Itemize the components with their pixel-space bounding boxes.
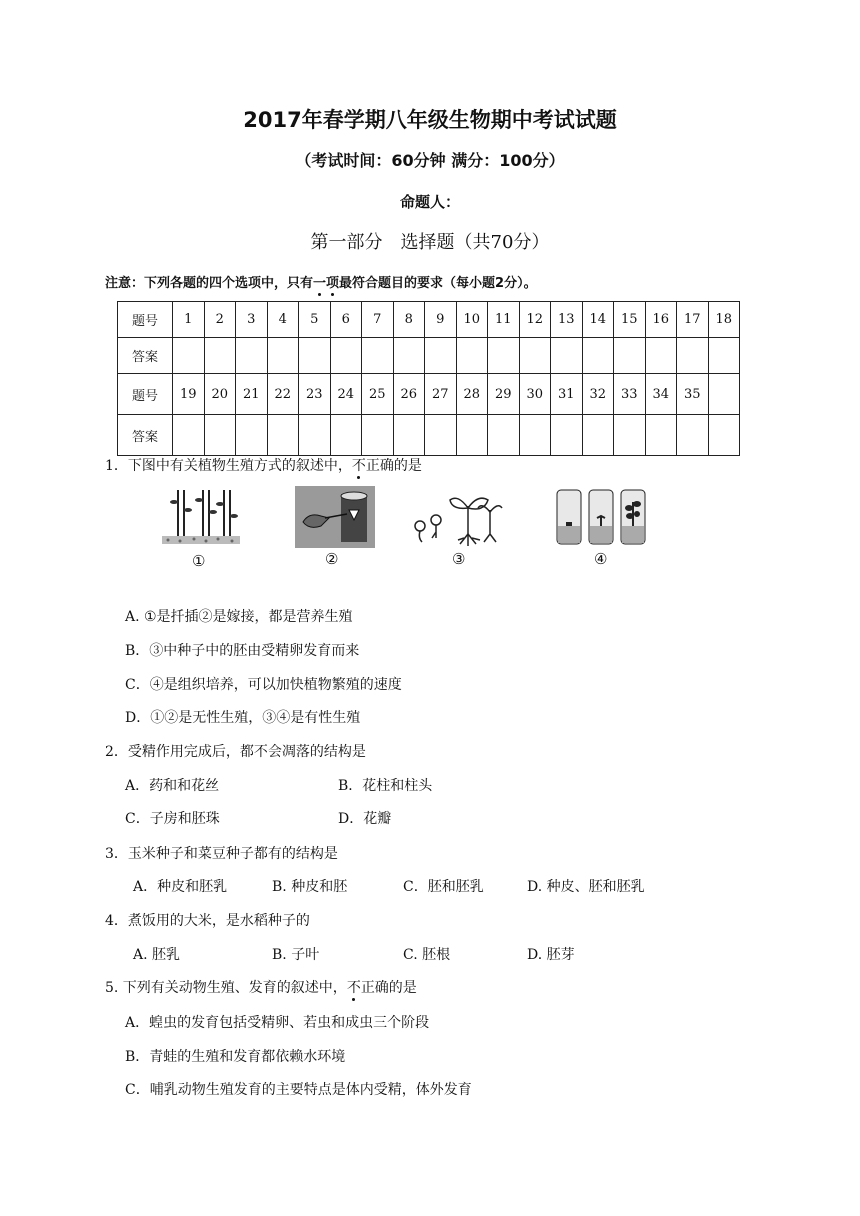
answer-cell[interactable]: [330, 415, 362, 456]
notice-emphasis-2: 项: [326, 276, 340, 291]
answer-cell[interactable]: [488, 415, 520, 456]
number-cell: 32: [582, 374, 614, 415]
number-cell: 2: [204, 302, 236, 338]
question-3-stem: 3．玉米种子和菜豆种子都有的结构是: [105, 846, 338, 862]
number-cell: 7: [362, 302, 394, 338]
exam-subtitle: （考试时间：60分钟 满分：100分）: [295, 151, 565, 170]
answer-cell[interactable]: [393, 415, 425, 456]
answer-cell[interactable]: [204, 415, 236, 456]
number-cell: 29: [488, 374, 520, 415]
number-cell: 6: [330, 302, 362, 338]
answer-cell[interactable]: [362, 415, 394, 456]
number-cell: [708, 374, 740, 415]
row-label-number: 题号: [118, 302, 173, 338]
q2-option-b[interactable]: B．花柱和柱头: [338, 778, 433, 794]
row-label-number: 题号: [118, 374, 173, 415]
answer-cell[interactable]: [299, 415, 331, 456]
number-cell: 20: [204, 374, 236, 415]
q3-option-a[interactable]: A．种皮和胚乳: [133, 879, 228, 895]
table-row-numbers-2: [118, 374, 740, 415]
number-cell: 27: [425, 374, 457, 415]
q1-stem-before: 1．下图中有关植物生殖方式的叙述中，: [105, 458, 352, 474]
number-cell: 34: [645, 374, 677, 415]
notice-before: 注意：下列各题的四个选项中，只有: [105, 276, 314, 291]
q4-option-d[interactable]: D. 胚芽: [527, 947, 575, 963]
number-cell: 4: [267, 302, 299, 338]
answer-cell[interactable]: [519, 415, 551, 456]
question-1-stem: [105, 455, 422, 475]
notice-text: [105, 272, 537, 291]
answer-cell[interactable]: [330, 338, 362, 374]
q2-option-c[interactable]: C．子房和胚珠: [125, 811, 220, 827]
answer-cell[interactable]: [425, 338, 457, 374]
table-row-answers-2: [118, 415, 740, 456]
germination-figure-icon: [408, 486, 504, 548]
q3-option-c[interactable]: C．胚和胚乳: [403, 879, 484, 895]
answer-cell[interactable]: [677, 415, 709, 456]
answer-cell[interactable]: [267, 415, 299, 456]
question-5-stem: [105, 977, 417, 997]
number-cell: 25: [362, 374, 394, 415]
number-cell: 24: [330, 374, 362, 415]
tissue-culture-figure-icon: [553, 486, 649, 548]
q5-option-c[interactable]: C．哺乳动物生殖发育的主要特点是体内受精，体外发育: [125, 1082, 472, 1098]
number-cell: 8: [393, 302, 425, 338]
q5-stem-after: 正确的是: [360, 980, 417, 996]
number-cell: 30: [519, 374, 551, 415]
q5-emphasis: 不: [346, 980, 361, 996]
notice-emphasis-1: 一: [313, 276, 327, 291]
answer-cell[interactable]: [614, 415, 646, 456]
q1-figures: [160, 486, 620, 570]
answer-table: [117, 301, 740, 456]
answer-cell[interactable]: [677, 338, 709, 374]
figure-label-3: ③: [452, 550, 466, 568]
grafting-figure-icon: [295, 486, 375, 548]
number-cell: 35: [677, 374, 709, 415]
figure-label-1: ①: [192, 552, 206, 570]
table-row-answers-1: [118, 338, 740, 374]
q1-option-d[interactable]: D．①②是无性生殖，③④是有性生殖: [125, 710, 361, 726]
number-cell: 26: [393, 374, 425, 415]
number-cell: 11: [488, 302, 520, 338]
answer-cell[interactable]: [551, 415, 583, 456]
number-cell: 21: [236, 374, 268, 415]
answer-cell[interactable]: [614, 338, 646, 374]
number-cell: 16: [645, 302, 677, 338]
figure-label-4: ④: [594, 550, 608, 568]
row-label-answer: 答案: [118, 338, 173, 374]
answer-cell[interactable]: [645, 415, 677, 456]
figure-label-2: ②: [325, 550, 339, 568]
row-label-answer: 答案: [118, 415, 173, 456]
q1-option-b[interactable]: B．③中种子中的胚由受精卵发育而来: [125, 643, 360, 659]
answer-cell[interactable]: [708, 415, 740, 456]
number-cell: 18: [708, 302, 740, 338]
answer-cell[interactable]: [425, 415, 457, 456]
notice-after: 最符合题目的要求（每小题2分）。: [339, 276, 537, 291]
q4-option-c[interactable]: C. 胚根: [403, 947, 451, 963]
table-row-numbers-1: [118, 302, 740, 338]
question-2-stem: 2．受精作用完成后，都不会凋落的结构是: [105, 744, 366, 760]
number-cell: 5: [299, 302, 331, 338]
q5-option-a[interactable]: A．蝗虫的发育包括受精卵、若虫和成虫三个阶段: [125, 1015, 430, 1031]
number-cell: 13: [551, 302, 583, 338]
q1-option-c[interactable]: C．④是组织培养，可以加快植物繁殖的速度: [125, 677, 402, 693]
answer-cell[interactable]: [519, 338, 551, 374]
answer-cell[interactable]: [204, 338, 236, 374]
answer-cell[interactable]: [708, 338, 740, 374]
answer-cell[interactable]: [236, 415, 268, 456]
number-cell: 22: [267, 374, 299, 415]
answer-cell[interactable]: [456, 415, 488, 456]
q2-option-a[interactable]: A．药和和花丝: [125, 778, 220, 794]
q1-emphasis: 不: [351, 458, 366, 474]
answer-cell[interactable]: [362, 338, 394, 374]
number-cell: 23: [299, 374, 331, 415]
q4-option-a[interactable]: A. 胚乳: [133, 947, 181, 963]
answer-cell[interactable]: [267, 338, 299, 374]
answer-cell[interactable]: [488, 338, 520, 374]
answer-cell[interactable]: [551, 338, 583, 374]
q1-stem-after: 正确的是: [365, 458, 422, 474]
q2-option-d[interactable]: D．花瓣: [338, 811, 392, 827]
answer-cell[interactable]: [173, 415, 205, 456]
number-cell: 15: [614, 302, 646, 338]
q4-option-b[interactable]: B. 子叶: [272, 947, 320, 963]
cutting-figure-icon: [160, 486, 242, 548]
question-4-stem: 4．煮饭用的大米，是水稻种子的: [105, 913, 310, 929]
answer-cell[interactable]: [236, 338, 268, 374]
number-cell: 19: [173, 374, 205, 415]
q5-stem-before: 5. 下列有关动物生殖、发育的叙述中，: [105, 980, 347, 996]
section-heading: 第一部分 选择题（共70分）: [310, 232, 550, 253]
answer-cell[interactable]: [393, 338, 425, 374]
answer-cell[interactable]: [582, 415, 614, 456]
number-cell: 9: [425, 302, 457, 338]
answer-cell[interactable]: [173, 338, 205, 374]
number-cell: 14: [582, 302, 614, 338]
number-cell: 33: [614, 374, 646, 415]
q3-option-b[interactable]: B. 种皮和胚: [272, 879, 348, 895]
q1-option-a[interactable]: A. ①是扦插②是嫁接，都是营养生殖: [125, 609, 353, 625]
answer-cell[interactable]: [582, 338, 614, 374]
exam-author: 命题人：: [399, 193, 460, 211]
number-cell: 31: [551, 374, 583, 415]
exam-title: 2017年春学期八年级生物期中考试试题: [243, 108, 617, 132]
q5-option-b[interactable]: B．青蛙的生殖和发育都依赖水环境: [125, 1049, 346, 1065]
number-cell: 10: [456, 302, 488, 338]
q3-option-d[interactable]: D. 种皮、胚和胚乳: [527, 879, 645, 895]
number-cell: 17: [677, 302, 709, 338]
answer-cell[interactable]: [299, 338, 331, 374]
answer-cell[interactable]: [456, 338, 488, 374]
number-cell: 12: [519, 302, 551, 338]
answer-cell[interactable]: [645, 338, 677, 374]
number-cell: 3: [236, 302, 268, 338]
number-cell: 1: [173, 302, 205, 338]
number-cell: 28: [456, 374, 488, 415]
